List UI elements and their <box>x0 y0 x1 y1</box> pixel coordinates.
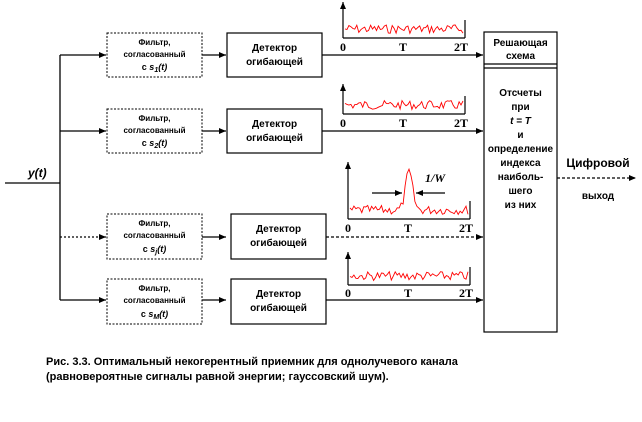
detector-block-j <box>231 214 326 259</box>
plot3-label-0: 0 <box>345 221 351 235</box>
svg-text:с sj(t): с $s_j(t)$ <box>142 244 167 256</box>
filter-block-j <box>107 214 202 259</box>
plot-noise-trace <box>350 169 468 214</box>
svg-text:согласованный: согласованный <box>123 231 186 240</box>
plot-noise-trace <box>345 25 463 34</box>
caption-line-2: (равновероятные сигналы равной энергии; гауссовский шум). <box>46 371 389 383</box>
plot-noise-trace <box>345 101 463 110</box>
svg-text:с s1(t): с $s_1(t)$ <box>141 62 168 74</box>
output-label-2: выход <box>581 191 615 202</box>
svg-text:Фильтр,: Фильтр, <box>138 38 171 47</box>
decision-block <box>484 32 557 332</box>
svg-text:с s2(t): с $s_2(t)$ <box>141 138 168 150</box>
svg-text:Детектор: Детектор <box>255 224 302 235</box>
svg-text:согласованный: согласованный <box>123 126 186 135</box>
decision-body-1: при <box>511 102 530 113</box>
envelope-plot-m <box>348 252 470 285</box>
decision-body-3: и <box>517 130 524 141</box>
plot2-label-2T: 2T <box>453 116 469 130</box>
svg-text:огибающей: огибающей <box>250 238 307 249</box>
plot4-label-2T: 2T <box>458 286 474 300</box>
plot1-label-T: T <box>398 40 408 54</box>
plot2-label-0: 0 <box>340 116 346 130</box>
plot1-label-2T: 2T <box>453 40 469 54</box>
detector-block-1 <box>227 33 322 77</box>
svg-text:Детектор: Детектор <box>251 43 298 54</box>
decision-body-8: из них <box>504 200 537 211</box>
plot4-label-0: 0 <box>345 286 351 300</box>
envelope-plot-1 <box>343 2 465 38</box>
svg-text:Детектор: Детектор <box>255 289 302 300</box>
decision-body-4: определение <box>487 144 554 155</box>
plot4-label-T: T <box>403 286 413 300</box>
svg-text:согласованный: согласованный <box>123 296 186 305</box>
decision-title-1: Решающая <box>493 38 548 49</box>
plot1-label-0: 0 <box>340 40 346 54</box>
svg-text:с sM(t): с $s_M(t)$ <box>140 309 169 321</box>
decision-body-0: Отсчеты <box>499 88 542 99</box>
plot3-width-label: 1/W <box>425 171 446 185</box>
detector-block-2 <box>227 109 322 153</box>
decision-title-2: схема <box>506 51 535 62</box>
svg-text:огибающей: огибающей <box>246 57 303 68</box>
filter-block-m <box>107 279 202 324</box>
envelope-plot-2 <box>343 84 465 114</box>
filter-block-1 <box>107 33 202 77</box>
envelope-plot-j <box>348 162 470 219</box>
svg-text:огибающей: огибающей <box>250 303 307 314</box>
caption-line-1: Рис. 3.3. Оптимальный некогерентный приемник для однолучевого канала <box>46 356 458 368</box>
svg-text:Детектор: Детектор <box>251 119 298 130</box>
detector-block-m <box>231 279 326 324</box>
decision-body-5: индекса <box>500 158 541 169</box>
plot-noise-trace <box>350 272 468 281</box>
svg-text:Фильтр,: Фильтр, <box>138 284 171 293</box>
svg-text:Фильтр,: Фильтр, <box>138 114 171 123</box>
svg-text:огибающей: огибающей <box>246 133 303 144</box>
input-label: y(t) <box>28 166 47 180</box>
decision-body-7: шего <box>508 186 533 197</box>
filter-block-2 <box>107 109 202 153</box>
svg-text:Фильтр,: Фильтр, <box>138 219 171 228</box>
plot3-label-2T: 2T <box>458 221 474 235</box>
svg-text:согласованный: согласованный <box>123 50 186 59</box>
decision-body-2: t = T <box>510 116 531 127</box>
output-label-1: Цифровой <box>566 156 630 170</box>
decision-body-6: наиболь- <box>497 172 544 183</box>
plot2-label-T: T <box>398 116 408 130</box>
plot3-label-T: T <box>403 221 413 235</box>
